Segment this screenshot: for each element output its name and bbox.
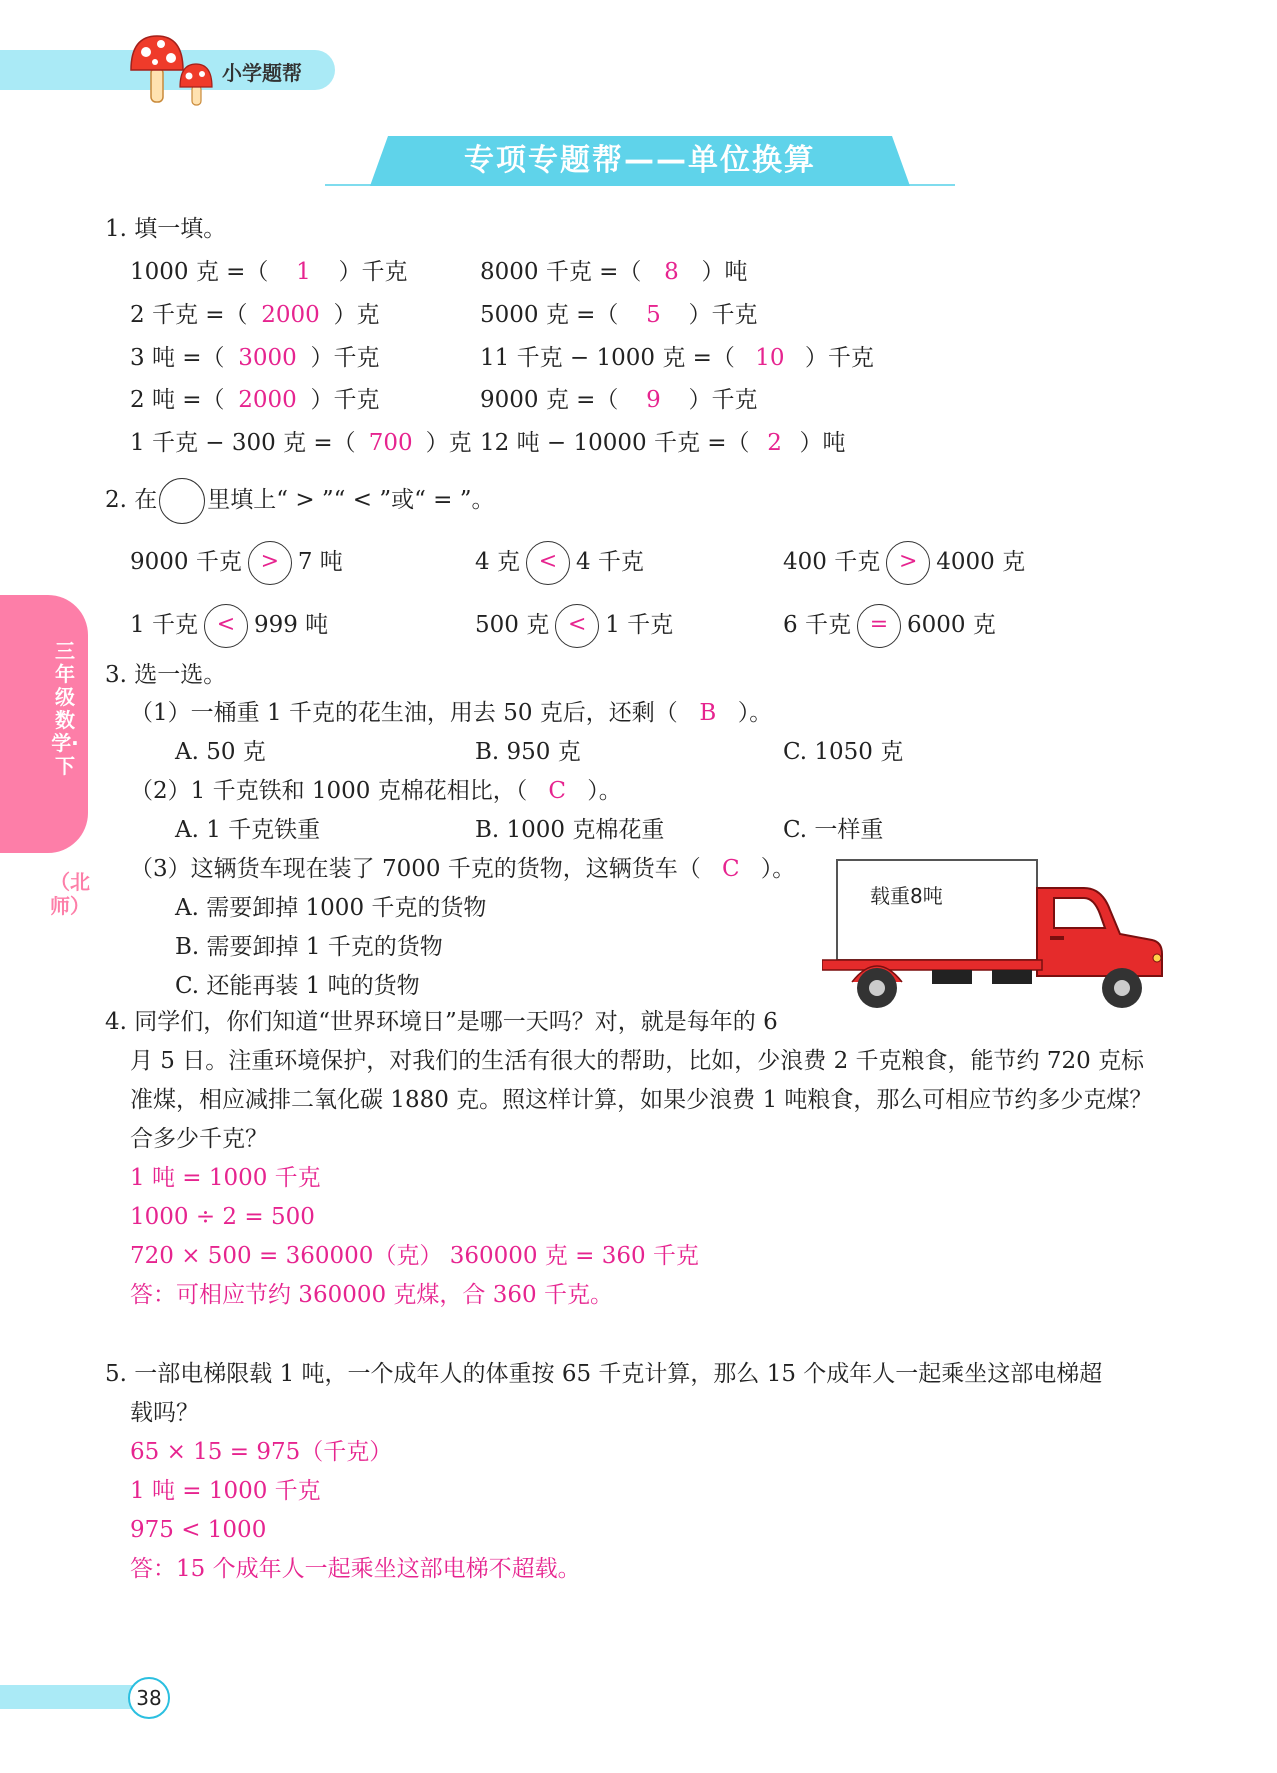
q2-item: 1 千克 < 999 吨	[130, 604, 328, 648]
q5-solution-line: 65 × 15 = 975（千克）	[130, 1439, 393, 1465]
q4-answer: 答：可相应节约 360000 克煤，合 360 千克。	[130, 1282, 613, 1308]
q2-heading: 2. 在 里填上“ > ”“ < ”或“ = ”。	[105, 478, 495, 524]
q1-item: 9000 克 =（ 9 ）千克	[480, 387, 758, 413]
q5-text: 载吗？	[130, 1400, 199, 1426]
q3-sub1: （1）一桶重 1 千克的花生油，用去 50 克后，还剩（ B ）。	[130, 700, 773, 726]
q4-solution-line: 720 × 500 = 360000（克） 360000 克 = 360 千克	[130, 1243, 699, 1269]
q4-text: 4. 同学们，你们知道“世界环境日”是哪一天吗？对，就是每年的 6	[105, 1009, 778, 1035]
blank-circle-icon	[159, 478, 205, 524]
q3-option: C. 还能再装 1 吨的货物	[175, 973, 420, 999]
q4-solution-line: 1 吨 = 1000 千克	[130, 1165, 321, 1191]
q1-item: 3 吨 =（ 3000 ）千克	[130, 345, 380, 371]
q3-option: A. 需要卸掉 1000 千克的货物	[175, 895, 487, 921]
q3-option: B. 需要卸掉 1 千克的货物	[175, 934, 443, 960]
q1-item: 2 吨 =（ 2000 ）千克	[130, 387, 380, 413]
q3-option: A. 50 克	[175, 739, 266, 765]
q1-item: 5000 克 =（ 5 ）千克	[480, 302, 758, 328]
q1-item: 12 吨 − 10000 千克 =（ 2 ）吨	[480, 430, 846, 456]
q1-item: 1000 克 =（ 1 ）千克	[130, 259, 408, 285]
mushroom-icon	[128, 30, 228, 108]
q3-option: C. 一样重	[783, 817, 884, 843]
q4-text: 准煤，相应减排二氧化碳 1880 克。照这样计算，如果少浪费 1 吨粮食，那么可相应节约多少克煤？	[130, 1087, 1153, 1113]
q3-heading: 3. 选一选。	[105, 662, 227, 688]
truck-load-label: 载重8吨	[870, 884, 943, 908]
q4-text: 合多少千克？	[130, 1126, 268, 1152]
q2-item: 9000 千克 > 7 吨	[130, 541, 343, 585]
q5-answer: 答：15 个成年人一起乘坐这部电梯不超载。	[130, 1556, 581, 1582]
q4-text: 月 5 日。注重环境保护，对我们的生活有很大的帮助，比如，少浪费 2 千克粮食，能节约 720 克标	[130, 1048, 1145, 1074]
q2-item: 6 千克 = 6000 克	[783, 604, 996, 648]
q2-item: 500 克 < 1 千克	[475, 604, 673, 648]
edition-label: （北师）	[50, 870, 90, 918]
brand-name: 小学题帮	[222, 61, 302, 85]
q2-item: 4 克 < 4 千克	[475, 541, 644, 585]
q5-solution-line: 975 < 1000	[130, 1517, 267, 1543]
q3-sub3: （3）这辆货车现在装了 7000 千克的货物，这辆货车（ C ）。	[130, 856, 796, 882]
q1-item: 8000 千克 =（ 8 ）吨	[480, 259, 748, 285]
grade-label: 三年级数学·下	[51, 639, 79, 778]
q3-option: B. 1000 克棉花重	[475, 817, 665, 843]
footer-bar	[0, 1685, 145, 1709]
q4-solution-line: 1000 ÷ 2 = 500	[130, 1204, 315, 1230]
q1-item: 2 千克 =（ 2000 ）克	[130, 302, 380, 328]
q3-option: B. 950 克	[475, 739, 581, 765]
q1-heading: 1. 填一填。	[105, 216, 227, 242]
q3-option: C. 1050 克	[783, 739, 904, 765]
q5-solution-line: 1 吨 = 1000 千克	[130, 1478, 321, 1504]
page-title: 专项专题帮——单位换算	[464, 143, 816, 178]
q1-item: 1 千克 − 300 克 =（ 700 ）克	[130, 430, 472, 456]
q3-sub2: （2）1 千克铁和 1000 克棉花相比，（ C ）。	[130, 778, 622, 804]
q5-text: 5. 一部电梯限载 1 吨，一个成年人的体重按 65 千克计算，那么 15 个成年人一起乘坐这部电梯超	[105, 1361, 1103, 1387]
q1-item: 11 千克 − 1000 克 =（ 10 ）千克	[480, 345, 874, 371]
page-number: 38	[128, 1677, 170, 1719]
q3-option: A. 1 千克铁重	[175, 817, 321, 843]
q2-item: 400 千克 > 4000 克	[783, 541, 1025, 585]
